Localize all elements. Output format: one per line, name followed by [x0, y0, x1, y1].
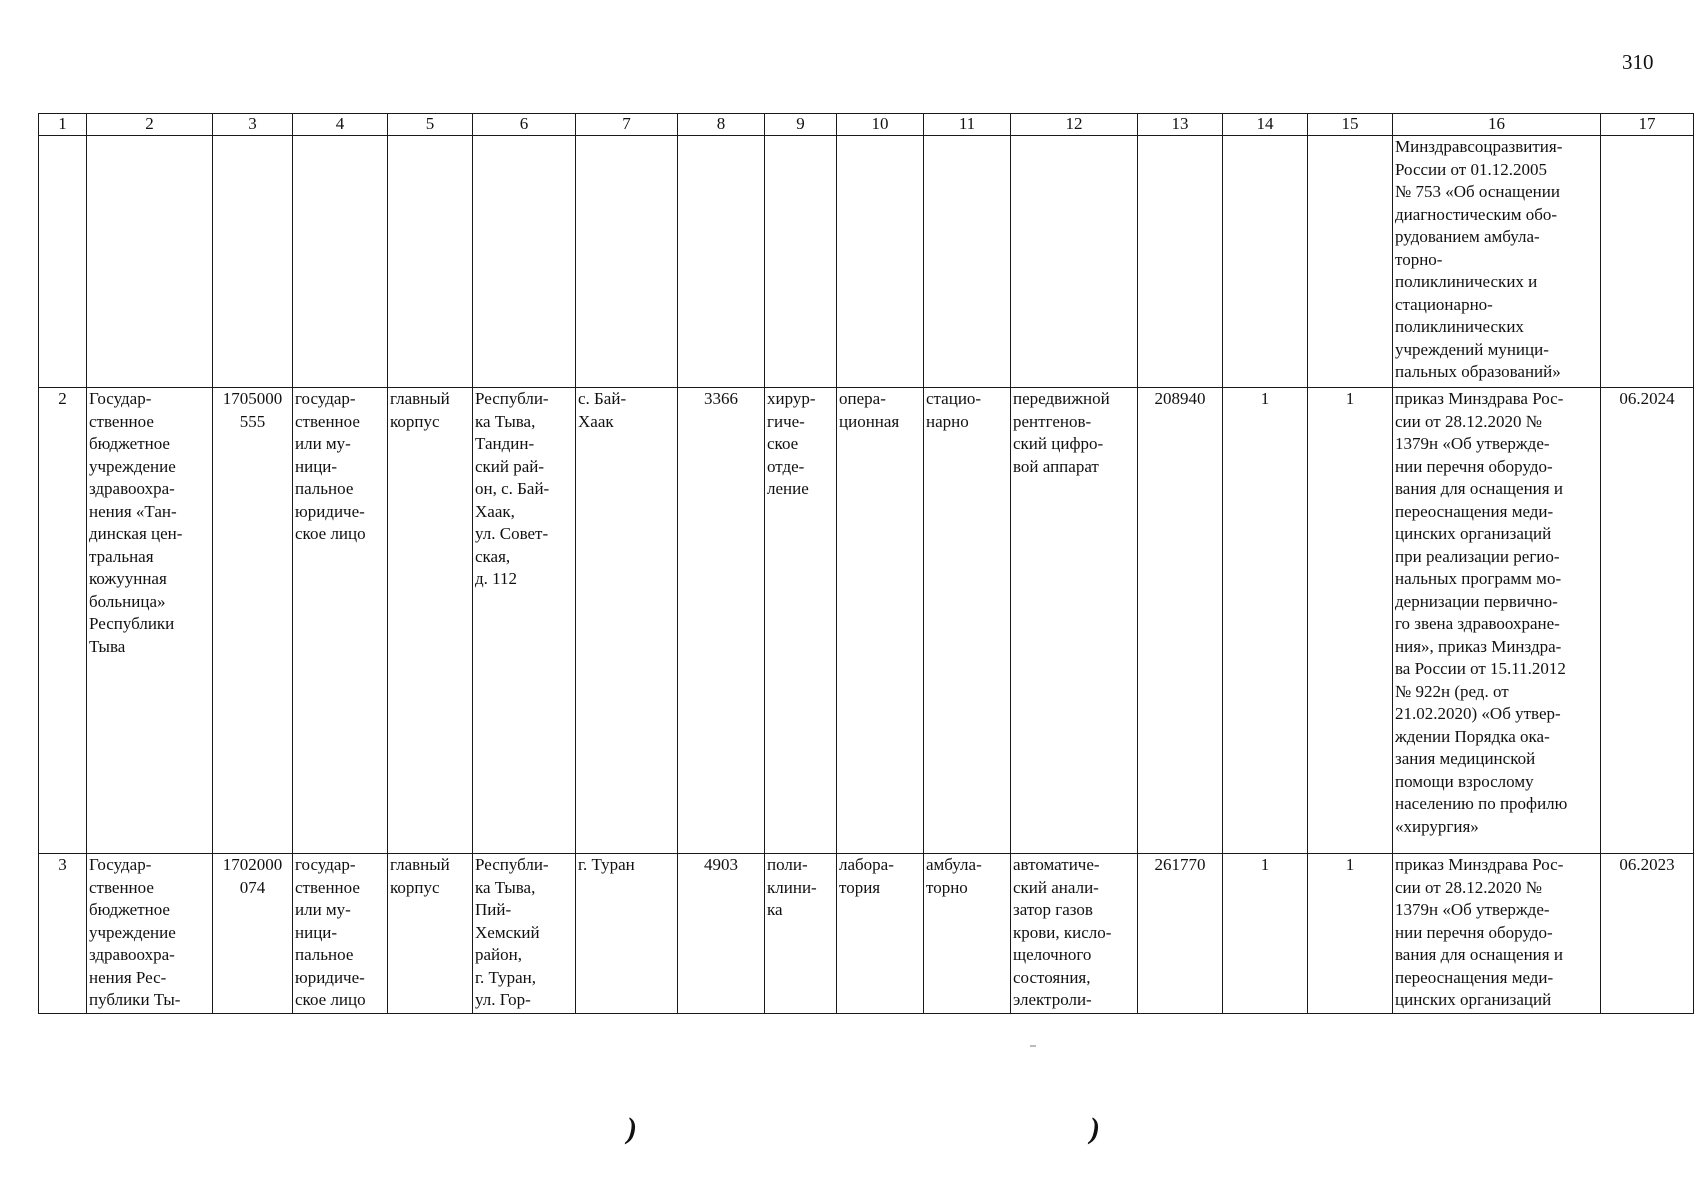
table-cell: [473, 136, 576, 388]
table-cell: [576, 136, 678, 388]
column-header: 13: [1138, 114, 1223, 136]
value-cell: 3366: [678, 388, 765, 854]
column-header: 9: [765, 114, 837, 136]
legal-basis-cell: Минздравсоцразвития- России от 01.12.2005 № 753 «Об оснащении диагностическим обо- рудованием амбула- торно- поликлинических и стационарно- поликлинических учреждений муници- пальных образований»: [1393, 136, 1601, 388]
column-header: 10: [837, 114, 924, 136]
department-cell: хирур- гиче- ское отде- ление: [765, 388, 837, 854]
date-cell: 06.2024: [1601, 388, 1694, 854]
column-header: 15: [1308, 114, 1393, 136]
column-header: 6: [473, 114, 576, 136]
column-header: 2: [87, 114, 213, 136]
room-cell: лабора- тория: [837, 854, 924, 1014]
column-header: 3: [213, 114, 293, 136]
locality-cell: г. Туран: [576, 854, 678, 1014]
table-cell: [39, 136, 87, 388]
scan-speck: [1030, 1045, 1036, 1047]
table-row: [39, 854, 1694, 1014]
column-header: 14: [1223, 114, 1308, 136]
table-cell: [1308, 136, 1393, 388]
legal-basis-cell: приказ Минздрава Рос- сии от 28.12.2020 № 1379н «Об утвержде- нии перечня оборудо- вания для оснащения и переоснащения меди- цинских организаций: [1393, 854, 1601, 1014]
building-cell: главный корпус: [388, 854, 473, 1014]
equipment-code-cell: 208940: [1138, 388, 1223, 854]
table-cell: [87, 136, 213, 388]
equipment-cell: передвижной рентгенов- ский цифро- вой аппарат: [1011, 388, 1138, 854]
legal-basis-cell: приказ Минздрава Рос- сии от 28.12.2020 № 1379н «Об утвержде- нии перечня оборудо- вания для оснащения и переоснащения меди- цинских организаций при реализации регио- нальных программ мо- дернизации первично- го звена здравоохране- ния», приказ Минздра- ва России от 15.11.2012 № 922н (ред. от 21.02.2020) «Об утвер- ждении Порядка ока- зания медицинской помощи взрослому населению по профилю «хирургия»: [1393, 388, 1601, 854]
page-number: 310: [1622, 50, 1654, 74]
quantity-cell: 1: [1223, 854, 1308, 1014]
column-header: 7: [576, 114, 678, 136]
table-row: [39, 388, 1694, 854]
table-cell: [1223, 136, 1308, 388]
legal-form-cell: государ- ственное или му- ници- пальное юридиче- ское лицо: [293, 854, 388, 1014]
table-cell: [213, 136, 293, 388]
department-cell: поли- клини- ка: [765, 854, 837, 1014]
organization-name-cell: Государ- ственное бюджетное учреждение здравоохра- нения Рес- публики Ты-: [87, 854, 213, 1014]
table-cell: [678, 136, 765, 388]
care-type-cell: амбула- торно: [924, 854, 1011, 1014]
address-cell: Республи- ка Тыва, Тандин- ский рай- он, с. Бай- Хаак, ул. Совет- ская, д. 112: [473, 388, 576, 854]
value-cell: 4903: [678, 854, 765, 1014]
table-cell: [837, 136, 924, 388]
column-header: 5: [388, 114, 473, 136]
column-header: 16: [1393, 114, 1601, 136]
column-header: 17: [1601, 114, 1694, 136]
table-cell: [1011, 136, 1138, 388]
column-header: 12: [1011, 114, 1138, 136]
header-row: [39, 114, 1694, 136]
organization-name-cell: Государ- ственное бюджетное учреждение здравоохра- нения «Тан- динская цен- тральная кожуунная больница» Республики Тыва: [87, 388, 213, 854]
quantity-cell: 1: [1308, 388, 1393, 854]
address-cell: Республи- ка Тыва, Пий- Хемский район, г. Туран, ул. Гор-: [473, 854, 576, 1014]
table-cell: [293, 136, 388, 388]
equipment-table: [38, 113, 1694, 1014]
continuation-row: [39, 136, 1694, 388]
quantity-cell: 1: [1223, 388, 1308, 854]
scan-mark: ): [627, 1112, 637, 1145]
room-cell: опера- ционная: [837, 388, 924, 854]
table-cell: [388, 136, 473, 388]
equipment-cell: автоматиче- ский анали- затор газов крови, кисло- щелочного состояния, электроли-: [1011, 854, 1138, 1014]
legal-form-cell: государ- ственное или му- ници- пальное юридиче- ское лицо: [293, 388, 388, 854]
table-cell: [1601, 136, 1694, 388]
table-cell: [924, 136, 1011, 388]
column-header: 1: [39, 114, 87, 136]
care-type-cell: стацио- нарно: [924, 388, 1011, 854]
column-header: 4: [293, 114, 388, 136]
date-cell: 06.2023: [1601, 854, 1694, 1014]
quantity-cell: 1: [1308, 854, 1393, 1014]
organization-code-cell: 1702000 074: [213, 854, 293, 1014]
locality-cell: с. Бай- Хаак: [576, 388, 678, 854]
table-cell: [765, 136, 837, 388]
column-header: 11: [924, 114, 1011, 136]
scan-mark: ): [1090, 1112, 1100, 1145]
row-number-cell: 3: [39, 854, 87, 1014]
column-header: 8: [678, 114, 765, 136]
building-cell: главный корпус: [388, 388, 473, 854]
organization-code-cell: 1705000 555: [213, 388, 293, 854]
row-number-cell: 2: [39, 388, 87, 854]
equipment-code-cell: 261770: [1138, 854, 1223, 1014]
table-cell: [1138, 136, 1223, 388]
